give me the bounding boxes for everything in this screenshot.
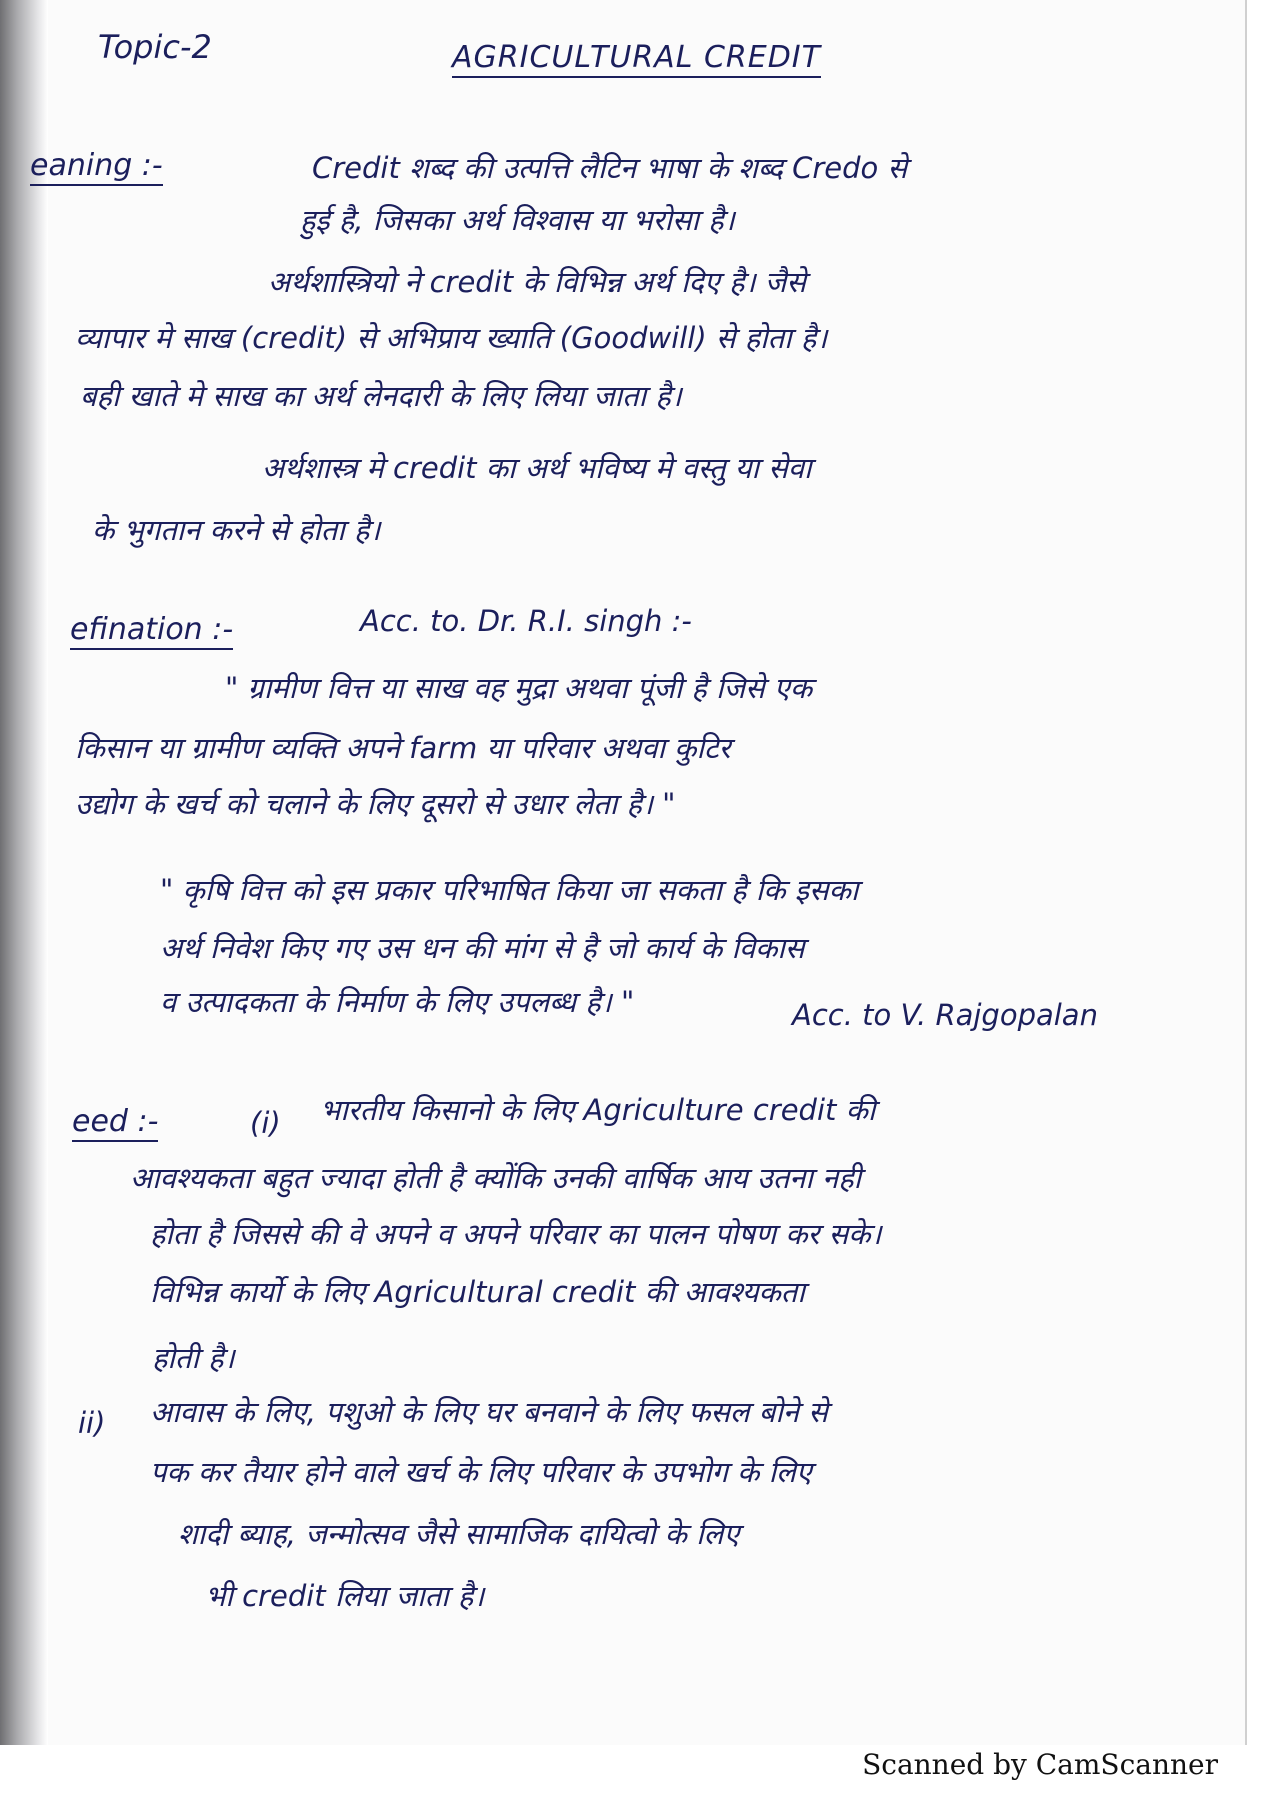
page-title: AGRICULTURAL CREDIT — [452, 40, 821, 78]
need-item-1-line-5: होती है। — [152, 1341, 235, 1375]
need-item-2-line-4: भी credit लिया जाता है। — [205, 1579, 485, 1613]
definition-quote1-line-2: किसान या ग्रामीण व्यक्ति अपने farm या परिवार अथवा कुटिर — [75, 731, 731, 765]
meaning-line-7: के भुगतान करने से होता है। — [92, 513, 381, 547]
meaning-line-4: व्यापार मे साख (credit) से अभिप्राय ख्याति (Goodwill) से होता है। — [75, 321, 828, 355]
definition-quote2-line-1: " कृषि वित्त को इस प्रकार परिभाषित किया जा सकता है कि इसका — [160, 873, 859, 907]
meaning-line-2: हुई है, जिसका अर्थ विश्वास या भरोसा है। — [300, 203, 735, 237]
need-item-2-line-3: शादी ब्याह, जन्मोत्सव जैसे सामाजिक दायित्वो के लिए — [178, 1517, 740, 1551]
meaning-line-1: Credit शब्द की उत्पत्ति लैटिन भाषा के शब्द Credo से — [312, 151, 908, 185]
need-item-2-line-1: आवास के लिए, पशुओ के लिए घर बनवाने के लिए फसल बोने से — [150, 1395, 828, 1429]
need-item-1-marker: (i) — [250, 1106, 281, 1140]
scan-edge-shadow — [0, 0, 48, 1797]
need-item-1-line-1: भारतीय किसानो के लिए Agriculture credit की — [320, 1093, 876, 1127]
meaning-line-6: अर्थशास्त्र मे credit का अर्थ भविष्य मे वस्तु या सेवा — [262, 451, 812, 485]
definition-source-1: Acc. to. Dr. R.I. singh :- — [360, 604, 692, 638]
meaning-line-5: बही खाते मे साख का अर्थ लेनदारी के लिए लिया जाता है। — [80, 379, 682, 413]
topic-label: Topic-2 — [98, 28, 212, 66]
definition-quote2-line-2: अर्थ निवेश किए गए उस धन की मांग से है जो कार्य के विकास — [160, 931, 805, 965]
need-item-2-line-2: पक कर तैयार होने वाले खर्च के लिए परिवार के उपभोग के लिए — [150, 1455, 812, 1489]
need-item-1-line-2: आवश्यकता बहुत ज्यादा होती है क्योंकि उनकी वार्षिक आय उतना नही — [130, 1161, 862, 1195]
definition-quote1-line-3: उद्योग के खर्च को चलाने के लिए दूसरो से उधार लेता है। " — [75, 787, 676, 821]
need-item-2-marker: ii) — [78, 1406, 106, 1440]
need-heading: eed :- — [72, 1104, 158, 1142]
need-item-1-line-3: होता है जिससे की वे अपने व अपने परिवार का पालन पोषण कर सके। — [150, 1217, 882, 1251]
definition-heading: efination :- — [70, 612, 233, 650]
scanner-watermark: Scanned by CamScanner — [862, 1748, 1218, 1781]
definition-quote1-line-1: " ग्रामीण वित्त या साख वह मुद्रा अथवा पूंजी है जिसे एक — [225, 671, 813, 705]
meaning-heading: eaning :- — [30, 148, 163, 186]
definition-quote2-line-3: व उत्पादकता के निर्माण के लिए उपलब्ध है। " — [160, 985, 635, 1019]
meaning-line-3: अर्थशास्त्रियो ने credit के विभिन्न अर्थ दिए है। जैसे — [268, 265, 806, 299]
definition-source-2: Acc. to V. Rajgopalan — [792, 998, 1098, 1032]
need-item-1-line-4: विभिन्न कार्यो के लिए Agricultural credit की आवश्यकता — [150, 1275, 805, 1309]
